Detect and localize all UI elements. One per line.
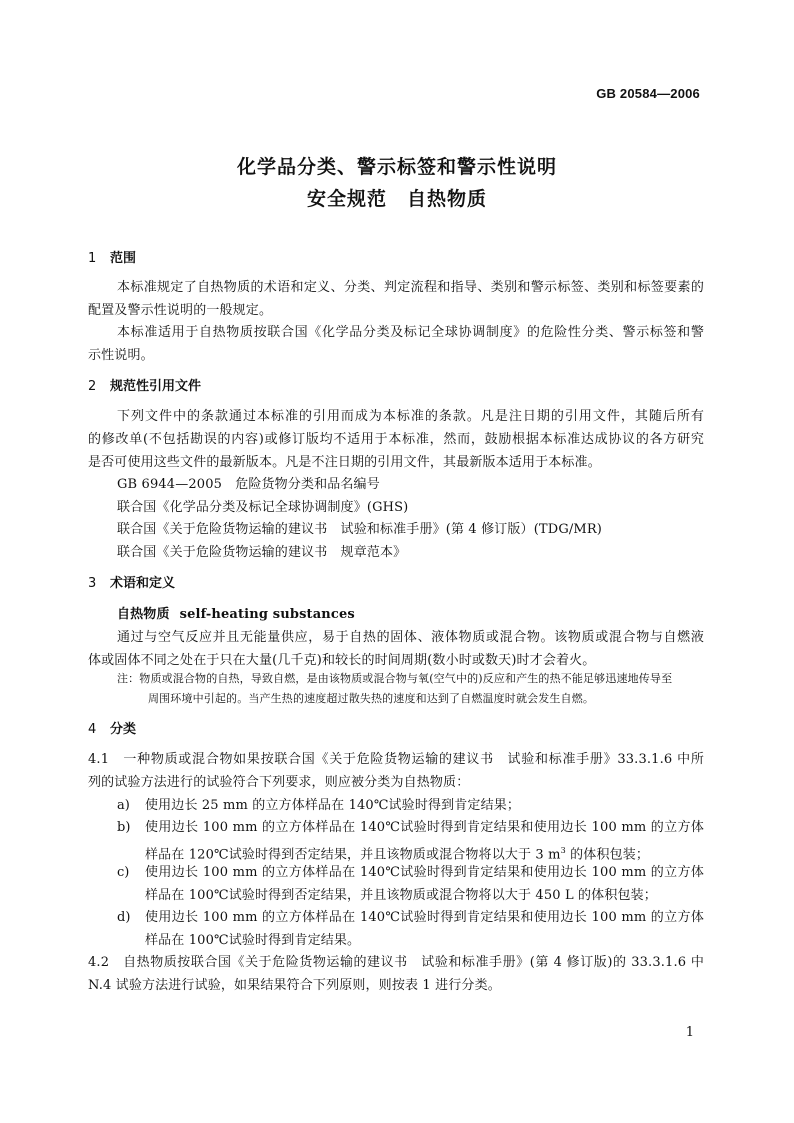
paragraph-line: 本标准规定了自热物质的术语和定义、分类、判定流程和指导、类别和警示标签、类别和标签要素的: [117, 280, 704, 295]
list-item-line: 样品在 100℃试验时得到否定结果，并且该物质或混合物将以大于 450 L 的体积包装；: [145, 888, 657, 903]
reference-item: 联合国《化学品分类及标记全球协调制度》(GHS): [117, 500, 409, 515]
clause-4-2-line: N.4 试验方法进行试验，如果结果符合下列原则，则按表 1 进行分类。: [88, 978, 501, 993]
list-label: b): [117, 820, 131, 835]
note-line: 周围环境中引起的。当产生热的速度超过散失热的速度和达到了自燃温度时就会发生自燃。: [148, 692, 594, 705]
paragraph-line: 是否可使用这些文件的最新版本。凡是不注日期的引用文件，其最新版本适用于本标准。: [88, 455, 601, 470]
definition-line: 体或固体不同之处在于只在大量(几千克)和较长的时间周期(数小时或数天)时才会着火。: [88, 653, 596, 668]
section-number: 2: [88, 379, 97, 394]
paragraph-line: 的修改单(不包括勘误的内容)或修订版均不适用于本标准，然而，鼓励根据本标准达成协议的各方研究: [88, 432, 704, 447]
section-1-heading: [88, 250, 136, 267]
list-item-line: [145, 842, 649, 863]
term-entry: [117, 606, 355, 623]
paragraph-line: 配置及警示性说明的一般规定。: [88, 303, 273, 318]
note-line: 注：物质或混合物的自热，导致自燃，是由该物质或混合物与氧(空气中的)反应和产生的热不能足够迅速地传导至: [117, 672, 673, 685]
section-number: 4: [88, 722, 97, 737]
section-4-heading: [88, 721, 136, 738]
reference-item: 联合国《关于危险货物运输的建议书 试验和标准手册》(第 4 修订版）(TDG/MR): [117, 522, 603, 537]
list-item-text: 样品在 120℃试验时得到否定结果，并且该物质或混合物将以大于 3 m: [145, 847, 561, 863]
section-number: 1: [88, 251, 97, 266]
list-label: a): [117, 798, 130, 813]
section-title: 范围: [110, 251, 137, 266]
reference-item: GB 6944—2005 危险货物分类和品名编号: [117, 477, 380, 492]
definition-line: 通过与空气反应并且无能量供应，易于自热的固体、液体物质或混合物。该物质或混合物与自燃液: [117, 630, 704, 645]
paragraph-line: 本标准适用于自热物质按联合国《化学品分类及标记全球协调制度》的危险性分类、警示标签和警: [117, 325, 704, 340]
section-3-heading: [88, 575, 175, 592]
title-line-1: 化学品分类、警示标签和警示性说明: [236, 156, 557, 178]
paragraph-line: 示性说明。: [88, 348, 154, 363]
list-item-line: 使用边长 100 mm 的立方体样品在 140℃试验时得到肯定结果和使用边长 100 mm 的立方体: [145, 820, 704, 835]
list-label: c): [117, 865, 130, 880]
section-title: 分类: [110, 722, 137, 737]
term-chinese: 自热物质: [117, 607, 170, 622]
superscript: 3: [560, 846, 566, 855]
page-number: 1: [685, 1025, 694, 1040]
list-item-text: 的体积包装；: [565, 847, 650, 863]
paragraph-line: 下列文件中的条款通过本标准的引用而成为本标准的条款。凡是注日期的引用文件，其随后所有: [117, 409, 704, 424]
clause-4-2-line: 4.2 自热物质按联合国《关于危险货物运输的建议书 试验和标准手册》(第 4 修订版)的 33.3.1.6 中: [88, 955, 704, 970]
reference-item: 联合国《关于危险货物运输的建议书 规章范本》: [117, 545, 407, 560]
standard-code: GB 20584—2006: [596, 86, 700, 101]
term-english: self-heating substances: [179, 607, 355, 622]
list-item-line: 使用边长 25 mm 的立方体样品在 140℃试验时得到肯定结果；: [145, 798, 521, 813]
title-line-2: 安全规范 自热物质: [306, 188, 487, 210]
list-item-line: 使用边长 100 mm 的立方体样品在 140℃试验时得到肯定结果和使用边长 100 mm 的立方体: [145, 910, 704, 925]
list-label: d): [117, 910, 131, 925]
list-item-line: 使用边长 100 mm 的立方体样品在 140℃试验时得到肯定结果和使用边长 100 mm 的立方体: [145, 865, 704, 880]
section-number: 3: [88, 576, 97, 591]
list-item-line: 样品在 100℃试验时得到肯定结果。: [145, 933, 361, 948]
section-title: 术语和定义: [110, 576, 176, 591]
section-title: 规范性引用文件: [110, 379, 202, 394]
clause-4-1-line: 列的试验方法进行的试验符合下列要求，则应被分类为自热物质：: [88, 775, 470, 790]
section-2-heading: [88, 378, 201, 395]
clause-4-1-line: 4.1 一种物质或混合物如果按联合国《关于危险货物运输的建议书 试验和标准手册》33.3.1.6 中所: [88, 752, 704, 767]
